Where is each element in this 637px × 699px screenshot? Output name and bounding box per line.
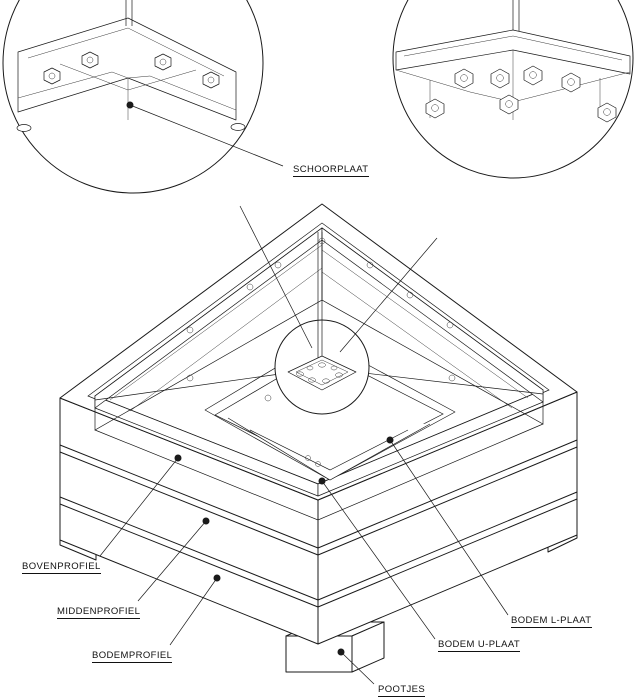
callout-dot-bodem-l-plaat <box>387 437 394 444</box>
callout-label-bovenprofiel: BOVENPROFIEL <box>22 561 101 572</box>
callout-label-pootjes: POOTJES <box>378 684 426 695</box>
callout-dot-bodemprofiel <box>214 575 221 582</box>
callout-label-bodemprofiel: BODEMPROFIEL <box>92 650 173 661</box>
callout-dot-bodem-u-plaat <box>319 478 326 485</box>
callout-label-bodem-u-plaat: BODEM U-PLAAT <box>438 639 521 650</box>
callout-dot-middenprofiel <box>203 518 210 525</box>
detail-circle-top-left <box>3 0 263 193</box>
detail-circle-top-right <box>393 0 633 178</box>
callout-label-schoorplaat: SCHOORPLAAT <box>293 164 369 175</box>
callout-dot-bovenprofiel <box>175 455 182 462</box>
callout-label-middenprofiel: MIDDENPROFIEL <box>57 606 141 617</box>
callout-dot-pootjes <box>338 649 345 656</box>
callout-label-bodem-l-plaat: BODEM L-PLAAT <box>511 615 592 626</box>
